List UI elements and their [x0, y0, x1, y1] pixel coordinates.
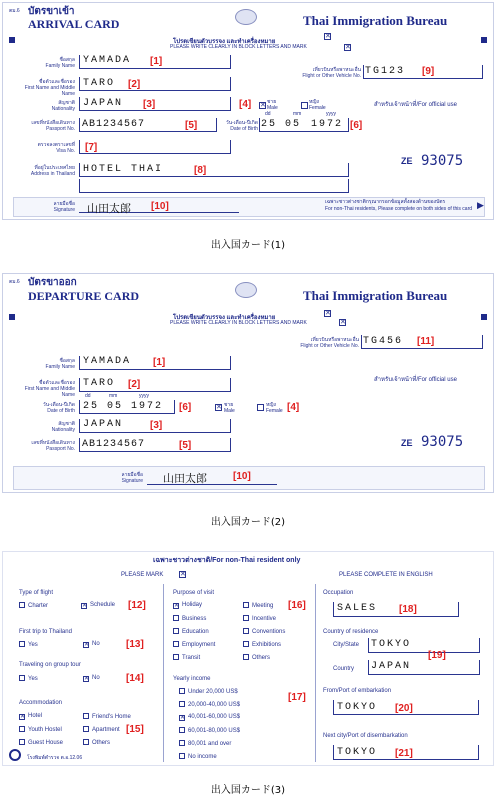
arrival-nationality-label: สัญชาติ Nationality: [51, 100, 75, 112]
departure-tag-4: [4]: [287, 402, 300, 413]
departure-passport-label: เลขที่หนังสือเดินทาง Passport No.: [31, 440, 75, 452]
back-tag-14: [14]: [126, 673, 144, 684]
departure-tag-10: [10]: [233, 471, 251, 482]
business-checkbox[interactable]: Business: [173, 615, 206, 622]
departure-nationality-value: JAPAN: [83, 419, 124, 430]
group-tour-no-checkbox[interactable]: ✕ No: [84, 675, 100, 682]
departure-first-value: TARO: [83, 378, 116, 389]
departure-male-checkbox[interactable]: ✕: [216, 404, 222, 411]
exhibitions-checkbox[interactable]: Exhibitions: [243, 641, 281, 648]
apartment-checkbox[interactable]: Apartment: [83, 726, 120, 733]
departure-tag-2: [2]: [128, 379, 141, 390]
departure-official-label: สำหรับเจ้าหน้าที่/For official use: [374, 377, 457, 383]
checkbox-icon: [19, 739, 25, 745]
checkbox-icon: [243, 628, 249, 634]
departure-female-label: หญิง Female: [266, 402, 283, 414]
arrival-signature-label: ลายมือชื่อ Signature: [53, 201, 75, 213]
departure-title-en: DEPARTURE CARD: [28, 289, 140, 303]
departure-tag-11: [11]: [417, 336, 435, 347]
checkbox-icon: [179, 753, 185, 759]
departure-top-small: ตม.6: [9, 279, 20, 285]
arrival-date-mm-label: mm: [293, 111, 302, 117]
departure-female-checkbox[interactable]: [257, 404, 264, 411]
departure-family-label: ชื่อสกุล Family Name: [45, 358, 75, 370]
printer-label: โรงพิมพ์ตำรวจ ต.อ.12.06: [27, 755, 83, 761]
checkbox-icon: [173, 641, 179, 647]
arrival-tag-5: [5]: [185, 120, 198, 131]
corner-mark-icon: [9, 37, 15, 43]
checkbox-icon: [83, 739, 89, 745]
departure-instruction-en: PLEASE WRITE CLEARLY IN BLOCK LETTERS AND MARK: [170, 320, 307, 326]
next-city-value: TOKYO: [337, 747, 378, 758]
arrival-title-th: บัตรขาเข้า: [28, 6, 75, 17]
education-checkbox[interactable]: Education: [173, 628, 209, 635]
yearly-income-label: Yearly income: [173, 676, 211, 682]
arrival-address-field-2[interactable]: [79, 179, 349, 193]
arrival-address-value: HOTEL THAI: [83, 164, 164, 175]
arrival-bureau: Thai Immigration Bureau: [303, 13, 448, 28]
arrival-date-dd-label: dd: [265, 111, 271, 117]
back-tag-15: [15]: [126, 724, 144, 735]
back-tag-21: [21]: [395, 748, 413, 759]
departure-dob-dd: 25: [83, 401, 100, 412]
departure-family-value: YAMADA: [83, 356, 132, 367]
departure-nationality-label: สัญชาติ Nationality: [51, 421, 75, 433]
checkbox-icon: [243, 615, 249, 621]
arrival-instruction-th: โปรดเขียนตัวบรรจง และทำเครื่องหมาย: [173, 39, 276, 45]
immigration-seal-icon: [235, 9, 257, 25]
checkbox-icon: [243, 602, 249, 608]
arrival-female-checkbox[interactable]: [301, 102, 308, 109]
arrival-tag-7: [7]: [85, 142, 98, 153]
back-tag-12: [12]: [128, 600, 146, 611]
departure-bureau: Thai Immigration Bureau: [303, 288, 448, 303]
back-divider-right: [315, 584, 316, 762]
departure-mark-box: ✕: [325, 310, 331, 317]
checkbox-icon: [19, 641, 25, 647]
no-income-checkbox[interactable]: No income: [179, 753, 217, 760]
departure-title-th: บัตรขาออก: [28, 277, 77, 288]
departure-card: [2, 273, 494, 493]
guest-house-checkbox[interactable]: Guest House: [19, 739, 63, 746]
departure-flight-value: TG456: [363, 336, 404, 347]
purpose-others-checkbox[interactable]: Others: [243, 654, 270, 661]
immigration-seal-icon: [235, 282, 257, 298]
hotel-checkbox[interactable]: ✕ Hotel: [20, 713, 43, 720]
arrival-flight-label: เที่ยวบินหรือพาหนะอื่น Flight or Other Vehicle No.: [302, 67, 361, 79]
checkbox-icon: [179, 740, 185, 746]
back-tag-13: [13]: [126, 639, 144, 650]
arrival-passport-label: เลขที่หนังสือเดินทาง Passport No.: [31, 120, 75, 132]
departure-tag-3: [3]: [150, 420, 163, 431]
corner-mark-icon: [481, 37, 487, 43]
purpose-label: Purpose of visit: [173, 590, 215, 596]
first-trip-label: First trip to Thailand: [19, 629, 72, 635]
arrival-caption: 出入国カード(1): [210, 240, 286, 251]
arrival-first-value: TARO: [83, 78, 116, 89]
checkbox-checked-icon: ✕: [84, 642, 90, 648]
departure-flight-label: เที่ยวบินหรือพาหนะอื่น Flight or Other Vehicle No.: [300, 337, 359, 349]
checkbox-icon: [83, 713, 89, 719]
back-tag-17: [17]: [288, 692, 306, 703]
arrival-non-thai-note: เฉพาะชาวต่างชาติกรุณากรอกข้อมูลทั้งสองด้านของบัตร For non-Thai residents, Please complete on both sides of this card: [325, 199, 473, 212]
checkbox-icon: [173, 628, 179, 634]
checkbox-checked-icon: ✕: [82, 603, 88, 609]
checkbox-icon: [243, 654, 249, 660]
country-residence-label: Country of residence: [323, 629, 379, 635]
departure-dob-mm: 05: [107, 401, 124, 412]
departure-dob-label: วัน-เดือน-ปีเกิด Date of Birth: [42, 402, 75, 414]
city-value: TOKYO: [371, 639, 412, 650]
departure-signature-value: 山田太郎: [163, 472, 207, 485]
income-20000-40000-checkbox[interactable]: 20,000-40,000 US$: [179, 701, 240, 708]
arrival-visa-label: ตรวจลงตราเลขที่ Visa No.: [37, 142, 75, 154]
arrival-male-label: ชาย Male: [267, 99, 278, 111]
group-tour-yes-checkbox[interactable]: Yes: [19, 675, 38, 682]
departure-caption: 出入国カード(2): [210, 517, 286, 528]
back-tag-16: [16]: [288, 600, 306, 611]
first-trip-no-checkbox[interactable]: ✕ No: [84, 641, 100, 648]
back-header: เฉพาะชาวต่างชาติ/For non-Thai resident only: [153, 557, 301, 564]
checkbox-icon: [243, 641, 249, 647]
checkbox-icon: [19, 726, 25, 732]
arrival-tag-2: [2]: [128, 79, 141, 90]
back-please-complete: PLEASE COMPLETE IN ENGLISH: [339, 572, 433, 578]
arrival-title-en: ARRIVAL CARD: [28, 17, 120, 31]
departure-tag-6: [6]: [179, 402, 192, 413]
back-tag-18: [18]: [399, 604, 417, 615]
arrival-dob-label: วัน-เดือน-ปีเกิด Date of Birth: [225, 120, 258, 132]
arrival-serial-prefix: ZE: [401, 156, 413, 166]
checkbox-checked-icon: ✕: [20, 714, 26, 720]
meeting-checkbox[interactable]: Meeting: [243, 602, 273, 609]
departure-date-mm-label: mm: [109, 393, 118, 399]
departure-tag-5: [5]: [179, 440, 192, 451]
arrival-signature-value: 山田太郎: [87, 202, 131, 215]
checkbox-icon: [173, 615, 179, 621]
youth-hostel-checkbox[interactable]: Youth Hostel: [19, 726, 62, 733]
occupation-value: SALES: [337, 603, 378, 614]
checkbox-checked-icon: ✕: [180, 715, 186, 721]
country-label: Country: [333, 666, 355, 672]
police-logo-icon: [9, 749, 21, 761]
arrival-tag-10: [10]: [151, 201, 169, 212]
conventions-checkbox[interactable]: Conventions: [243, 628, 285, 635]
transit-checkbox[interactable]: Transit: [173, 654, 200, 661]
arrival-family-label: ชื่อสกุล Family Name: [45, 57, 75, 69]
schedule-checkbox[interactable]: ✕ Schedule: [82, 602, 116, 609]
corner-mark-icon: [481, 314, 487, 320]
back-mark-box: ✕: [180, 571, 186, 578]
income-60001-80000-checkbox[interactable]: 60,001-80,000 US$: [179, 727, 240, 734]
checkbox-icon: [83, 726, 89, 732]
group-tour-label: Traveling on group tour: [19, 662, 81, 668]
arrival-dob-yyyy: 1972: [311, 119, 344, 130]
arrival-official-label: สำหรับเจ้าหน้าที่/For official use: [374, 102, 457, 108]
corner-mark-icon: [9, 314, 15, 320]
departure-serial-prefix: ZE: [401, 438, 413, 448]
arrival-family-value: YAMADA: [83, 55, 132, 66]
departure-date-dd-label: dd: [85, 393, 91, 399]
arrival-mark-box: ✕: [345, 44, 351, 51]
departure-signature-label: ลายมือชื่อ Signature: [121, 472, 143, 484]
arrival-first-label: ชื่อตัวและชื่อรอง First Name and Middle Name: [24, 79, 75, 97]
checkbox-checked-icon: ✕: [174, 603, 180, 609]
next-city-label: Next city/Port of disembarkation: [323, 733, 408, 739]
incentive-checkbox[interactable]: Incentive: [243, 615, 276, 622]
type-of-flight-label: Type of flight: [19, 590, 54, 596]
departure-passport-value: AB1234567: [82, 439, 146, 450]
checkbox-checked-icon: ✕: [84, 676, 90, 682]
back-divider-left: [163, 584, 164, 762]
arrival-nationality-value: JAPAN: [83, 98, 124, 109]
arrival-tag-1: [1]: [150, 56, 163, 67]
arrival-tag-6: [6]: [350, 120, 363, 131]
checkbox-icon: [179, 688, 185, 694]
holiday-checkbox[interactable]: ✕ Holiday: [174, 602, 203, 609]
employment-checkbox[interactable]: Employment: [173, 641, 215, 648]
arrival-tag-9: [9]: [422, 66, 435, 77]
departure-instruction-th: โปรดเขียนตัวบรรจง และทำเครื่องหมาย: [173, 315, 276, 321]
arrival-tag-4: [4]: [239, 99, 252, 110]
back-please-mark: PLEASE MARK: [121, 572, 164, 578]
arrival-next-arrow-icon: ▶: [477, 200, 484, 210]
arrival-dob-mm: 05: [285, 119, 302, 130]
arrival-mark-box: ✕: [325, 33, 331, 40]
departure-tag-1: [1]: [153, 357, 166, 368]
departure-dob-yyyy: 1972: [131, 401, 164, 412]
arrival-address-label: ที่อยู่ในประเทศไทย Address in Thailand: [30, 165, 75, 177]
checkbox-icon: [179, 701, 185, 707]
departure-date-yyyy-label: yyyy: [139, 393, 149, 399]
departure-male-label: ชาย Male: [224, 402, 235, 414]
income-under-20000-checkbox[interactable]: Under 20,000 US$: [179, 688, 238, 695]
arrival-tag-8: [8]: [194, 165, 207, 176]
back-tag-20: [20]: [395, 703, 413, 714]
arrival-serial: 93075: [421, 153, 464, 169]
income-80001-over-checkbox[interactable]: 80,001 and over: [179, 740, 231, 747]
city-state-label: City/State: [333, 642, 360, 648]
accommodation-others-checkbox[interactable]: Others: [83, 739, 110, 746]
country-value: JAPAN: [371, 661, 412, 672]
departure-serial: 93075: [421, 434, 464, 450]
charter-checkbox[interactable]: Charter: [19, 602, 48, 609]
departure-mark-box: ✕: [340, 319, 346, 326]
first-trip-yes-checkbox[interactable]: Yes: [19, 641, 38, 648]
back-caption: 出入国カード(3): [210, 785, 286, 796]
arrival-dob-dd: 25: [261, 119, 278, 130]
arrival-flight-value: TG123: [365, 66, 406, 77]
arrival-male-checkbox[interactable]: ✕: [260, 102, 266, 109]
arrival-visa-field[interactable]: [79, 140, 231, 154]
back-card: [2, 551, 494, 766]
arrival-date-yyyy-label: yyyy: [326, 111, 336, 117]
arrival-instruction-en: PLEASE WRITE CLEARLY IN BLOCK LETTERS AND MARK: [170, 44, 307, 50]
departure-first-label: ชื่อตัวและชื่อรอง First Name and Middle Name: [24, 380, 75, 398]
from-port-label: From/Port of embarkation: [323, 688, 392, 694]
arrival-top-small: ตม.6: [9, 8, 20, 14]
arrival-tag-3: [3]: [143, 99, 156, 110]
friends-home-checkbox[interactable]: Friend's Home: [83, 713, 131, 720]
checkbox-icon: [179, 727, 185, 733]
from-port-value: TOKYO: [337, 702, 378, 713]
back-tag-19: [19]: [428, 650, 446, 661]
checkbox-icon: [19, 675, 25, 681]
accommodation-label: Accommodation: [19, 700, 63, 706]
arrival-female-label: หญิง Female: [309, 99, 326, 111]
checkbox-icon: [173, 654, 179, 660]
occupation-label: Occupation: [323, 590, 354, 596]
arrival-card: [2, 2, 494, 220]
checkbox-icon: [19, 602, 25, 608]
income-40001-60000-checkbox[interactable]: ✕ 40,001-60,000 US$: [180, 714, 241, 721]
arrival-passport-value: AB1234567: [82, 119, 146, 130]
